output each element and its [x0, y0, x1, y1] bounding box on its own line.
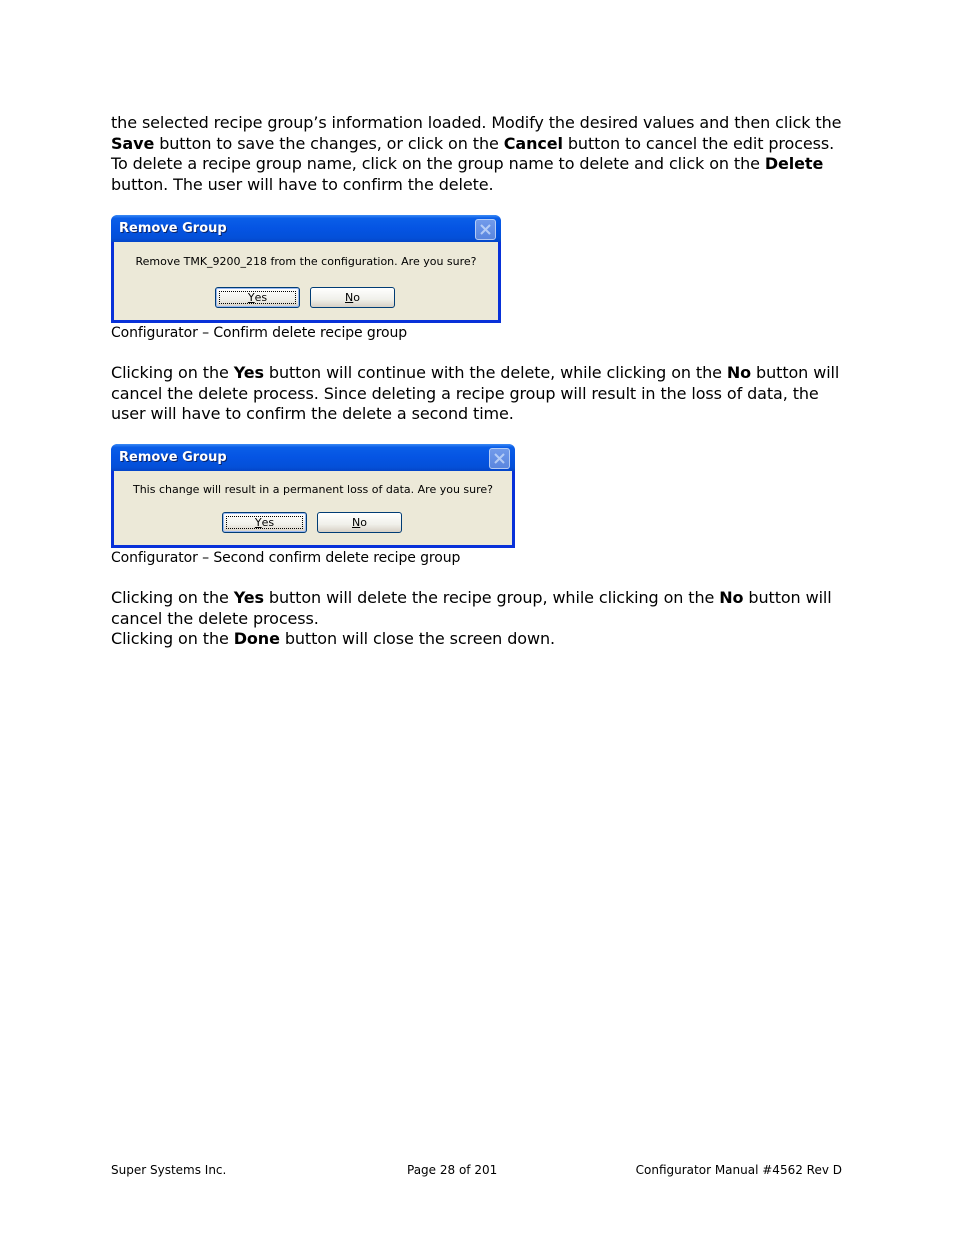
text-span: Clicking on the	[111, 363, 234, 382]
text-span: button. The user will have to confirm the delete.	[111, 174, 494, 194]
paragraph-edit-delete-instructions	[111, 113, 851, 195]
dialog-message: This change will result in a permanent loss of data. Are you sure?	[132, 483, 494, 496]
yes-label: es	[261, 516, 275, 529]
figure-caption-2: Configurator – Second confirm delete recipe group	[111, 550, 461, 566]
dialog-title: Remove Group	[119, 221, 227, 236]
close-icon[interactable]	[475, 219, 496, 240]
text-span: Clicking on the	[111, 629, 234, 648]
paragraph-second-confirm	[111, 588, 851, 650]
footer-manual-title: Configurator Manual #4562 Rev D	[635, 1163, 842, 1177]
yes-mnemonic: Y	[247, 291, 255, 304]
no-keyword: No	[719, 588, 744, 607]
text-span: button to cancel the edit process.	[562, 133, 835, 153]
text-span: button will cancel the delete process.	[111, 588, 832, 628]
no-keyword: No	[726, 363, 752, 382]
no-button[interactable]	[310, 287, 395, 308]
figure-caption-1: Configurator – Confirm delete recipe group	[111, 325, 408, 341]
cancel-keyword: Cancel	[503, 133, 563, 153]
no-mnemonic: N	[352, 516, 361, 529]
remove-group-dialog-2	[111, 444, 515, 548]
dialog-titlebar	[111, 444, 515, 471]
no-label: o	[360, 516, 367, 529]
text-span: button will cancel the delete process. Since deleting a recipe group will result in the loss of data, the user will have to confirm the delete a second time.	[111, 363, 840, 423]
yes-keyword: Yes	[233, 363, 264, 382]
yes-label: es	[254, 291, 268, 304]
close-icon[interactable]	[489, 448, 510, 469]
remove-group-dialog-1	[111, 215, 501, 323]
dialog-title: Remove Group	[119, 450, 227, 465]
done-keyword: Done	[233, 629, 280, 648]
text-span: button to save the changes, or click on the	[154, 133, 504, 153]
text-span: button will delete the recipe group, while clicking on the	[263, 588, 720, 607]
yes-keyword: Yes	[233, 588, 264, 607]
paragraph-first-confirm	[111, 363, 851, 425]
dialog-titlebar	[111, 215, 501, 242]
dialog-body	[114, 471, 512, 545]
text-span: To delete a recipe group name, click on the group name to delete and click on the	[111, 154, 765, 173]
footer-company: Super Systems Inc.	[111, 1163, 227, 1177]
dialog-message: Remove TMK_9200_218 from the configuration. Are you sure?	[135, 255, 477, 268]
yes-button[interactable]	[215, 287, 300, 308]
yes-mnemonic: Y	[254, 516, 262, 529]
text-span: the selected recipe group’s information loaded. Modify the desired values and then click the	[111, 113, 842, 132]
save-keyword: Save	[111, 133, 155, 153]
no-button[interactable]	[317, 512, 402, 533]
dialog-body	[114, 242, 498, 320]
text-span: button will close the screen down.	[279, 629, 555, 648]
no-label: o	[353, 291, 360, 304]
footer-page-number: Page 28 of 201	[407, 1163, 498, 1177]
delete-keyword: Delete	[764, 154, 824, 173]
no-mnemonic: N	[345, 291, 354, 304]
yes-button[interactable]	[222, 512, 307, 533]
text-span: Clicking on the	[111, 588, 234, 607]
text-span: button will continue with the delete, while clicking on the	[263, 363, 727, 382]
